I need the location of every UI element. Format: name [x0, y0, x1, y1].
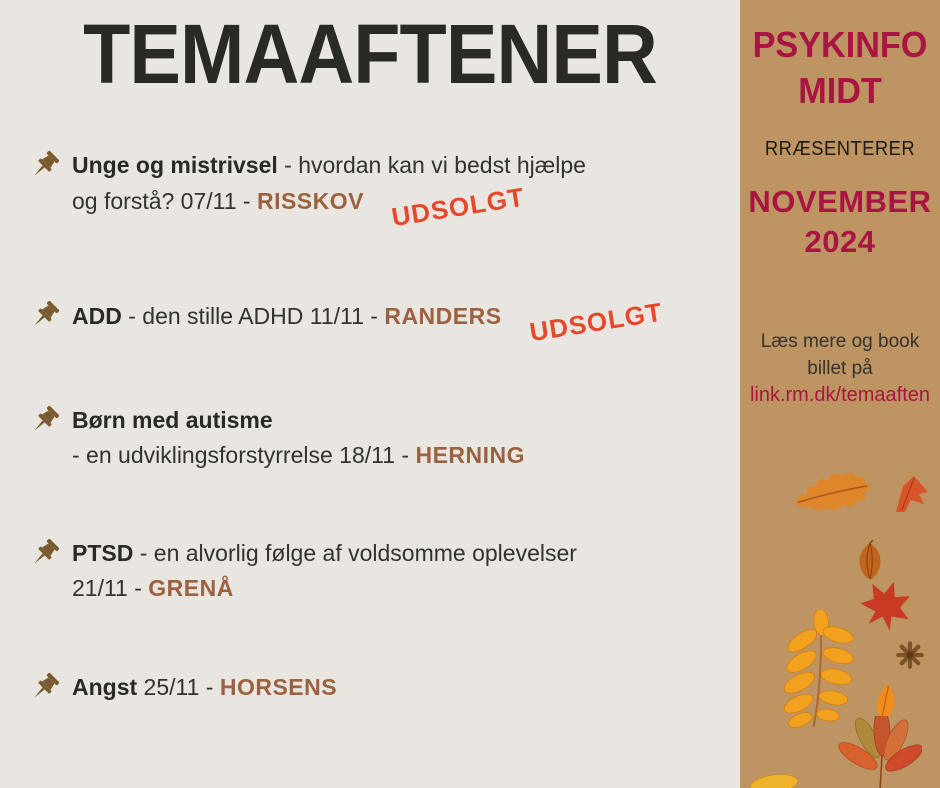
event-title: ADD	[72, 303, 122, 329]
pushpin-icon	[26, 403, 62, 439]
cta-line2: billet på	[807, 358, 873, 379]
soldout-badge: UDSOLGT	[527, 296, 665, 348]
event-line2	[72, 571, 716, 606]
month-label-line1: NOVEMBER	[748, 184, 932, 219]
event-line1	[72, 296, 716, 348]
org-name-line2: MIDT	[798, 70, 882, 111]
pushpin-icon	[26, 148, 62, 184]
pushpin-icon	[26, 298, 62, 334]
event-line1	[72, 670, 716, 705]
creeper-leaf-icon	[838, 716, 922, 788]
event-description: - den stille ADHD 11/11 -	[121, 303, 385, 329]
sidebar	[740, 0, 940, 788]
small-autumn-leaf-icon	[890, 474, 932, 514]
cta-text	[740, 328, 940, 382]
yellow-leaf-icon	[748, 770, 800, 788]
event-title: Børn med autisme	[72, 407, 273, 433]
org-name-line1: PSYKINFO	[752, 24, 928, 65]
city-label: HERNING	[415, 442, 526, 468]
page-title: TEMAAFTENER	[83, 7, 657, 101]
event-item-add	[26, 296, 716, 348]
city-label: HORSENS	[219, 674, 338, 700]
booking-link: link.rm.dk/temaaften	[749, 384, 931, 406]
event-title: Angst	[72, 674, 138, 700]
cta-line1: Læs mere og book	[760, 331, 920, 352]
presents-label: RRÆSENTERER	[764, 138, 916, 160]
event-date: og forstå? 07/11 -	[72, 188, 257, 214]
event-date: 25/11 -	[137, 674, 220, 700]
event-description: - en alvorlig følge af voldsomme oplevelser	[133, 540, 577, 566]
oak-leaf-icon	[786, 459, 877, 523]
event-item-unge-og-mistrivsel	[26, 148, 716, 233]
event-description: - hvordan kan vi bedst hjælpe	[277, 152, 586, 178]
event-title: Unge og mistrivsel	[72, 152, 278, 178]
city-label: RANDERS	[384, 303, 502, 329]
star-anise-icon	[892, 640, 928, 670]
month-label-line2: 2024	[804, 224, 876, 259]
soldout-badge: UDSOLGT	[389, 181, 527, 233]
city-label: GRENÅ	[148, 575, 234, 601]
event-item-boern-med-autisme	[26, 403, 716, 473]
pushpin-icon	[26, 536, 62, 572]
event-line2	[72, 438, 716, 473]
pushpin-icon	[26, 670, 62, 706]
org-name	[745, 22, 935, 114]
event-item-ptsd	[26, 536, 716, 606]
event-line1	[72, 403, 716, 438]
event-line2	[72, 181, 716, 233]
event-description: - en udviklingsforstyrrelse 18/11 -	[72, 442, 416, 468]
city-label: RISSKOV	[256, 188, 364, 214]
event-line1	[72, 148, 716, 183]
month-label	[740, 182, 940, 262]
event-item-angst	[26, 670, 716, 705]
event-date: 21/11 -	[72, 575, 149, 601]
event-line1	[72, 536, 716, 571]
event-title: PTSD	[72, 540, 134, 566]
